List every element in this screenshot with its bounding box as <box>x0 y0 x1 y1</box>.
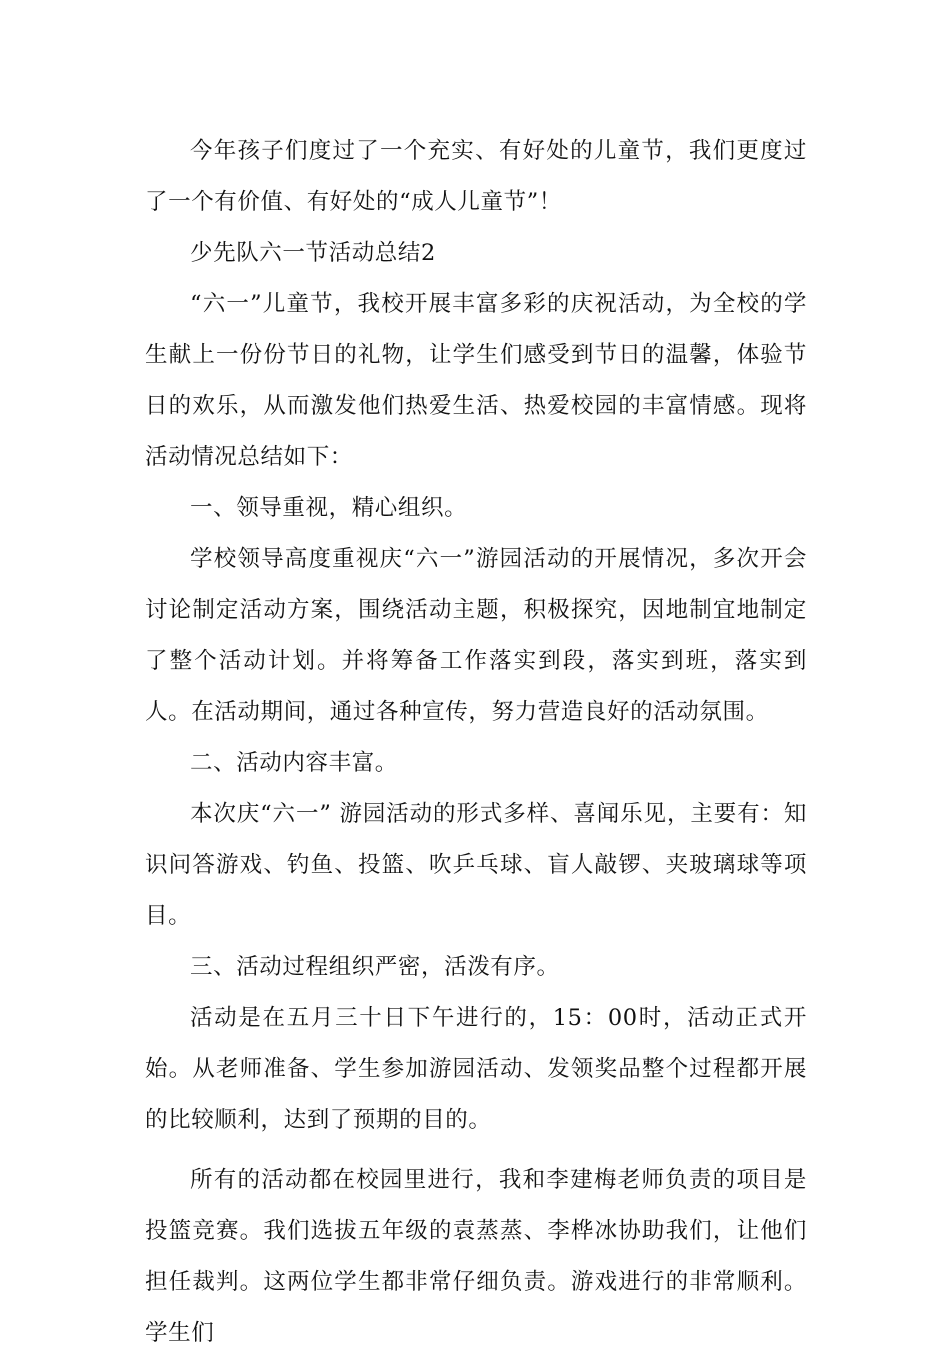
heading-three: 三、活动过程组织严密，活泼有序。 <box>190 954 560 980</box>
paragraph-activities: 所有的活动都在校园里进行，我和李建梅老师负责的项目是投篮竞赛。我们选拔五年级的袁蒸蒸、李桦冰协助我们，让他们担任裁判。这两位学生都非常仔细负责。游戏进行的非常顺利。学生们 <box>145 1167 807 1346</box>
heading-one: 一、领导重视，精心组织。 <box>190 495 468 521</box>
document-body <box>145 126 807 1359</box>
paragraph-closing: 今年孩子们度过了一个充实、有好处的儿童节，我们更度过了一个有价值、有好处的“成人儿童节”！ <box>145 138 807 215</box>
paragraph-leadership: 学校领导高度重视庆“六一”游园活动的开展情况，多次开会讨论制定活动方案，围绕活动主题，积极探究，因地制宜地制定了整个活动计划。并将筹备工作落实到段，落实到班，落实到人。在活动期间，通过各种宣传，努力营造良好的活动氛围。 <box>145 546 807 725</box>
heading-two: 二、活动内容丰富。 <box>190 750 398 776</box>
section-title: 少先队六一节活动总结2 <box>190 240 436 266</box>
paragraph-content: 本次庆“六一” 游园活动的形式多样、喜闻乐见，主要有：知识问答游戏、钓鱼、投篮、吹乒乓球、盲人敲锣、夹玻璃球等项目。 <box>145 801 807 929</box>
paragraph-intro: “六一”儿童节，我校开展丰富多彩的庆祝活动，为全校的学生献上一份份节日的礼物，让学生们感受到节日的温馨，体验节日的欢乐，从而激发他们热爱生活、热爱校园的丰富情感。现将活动情况总结如下： <box>145 291 807 470</box>
paragraph-process: 活动是在五月三十日下午进行的，15：00时，活动正式开始。从老师准备、学生参加游园活动、发领奖品整个过程都开展的比较顺利，达到了预期的目的。 <box>145 1005 807 1133</box>
